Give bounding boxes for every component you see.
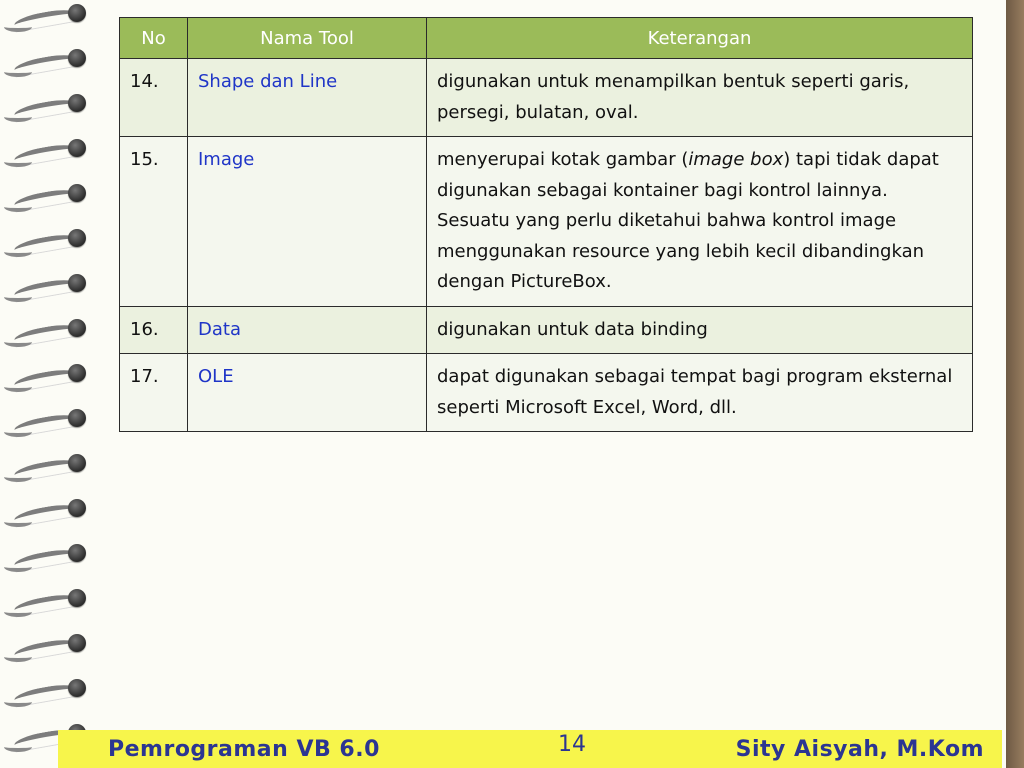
- row-number: 14.: [120, 59, 188, 137]
- footer-bar: [58, 730, 1002, 768]
- spiral-ring: [0, 311, 110, 355]
- row-number: 16.: [120, 306, 188, 354]
- spiral-ring: [0, 491, 110, 535]
- spiral-ring: [0, 581, 110, 625]
- spiral-ring: [0, 176, 110, 220]
- tool-name: OLE: [188, 354, 427, 432]
- spiral-binding-icon: [0, 0, 110, 768]
- header-description: Keterangan: [427, 18, 973, 59]
- tool-description: [427, 137, 973, 307]
- tool-name: Data: [188, 306, 427, 354]
- description-text: digunakan untuk data binding: [437, 318, 708, 340]
- spiral-ring: [0, 41, 110, 85]
- header-tool-name: Nama Tool: [188, 18, 427, 59]
- description-emphasis: image box: [688, 149, 784, 170]
- spiral-ring: [0, 0, 110, 40]
- course-title: Pemrograman VB 6.0: [108, 737, 380, 762]
- spiral-ring: [0, 356, 110, 400]
- header-no: No: [120, 18, 188, 59]
- description-text: digunakan untuk menampilkan bentuk seperti garis, persegi, bulatan, oval.: [437, 71, 910, 123]
- table-row: [120, 59, 973, 137]
- description-text: menyerupai kotak gambar (: [437, 149, 689, 170]
- spiral-ring: [0, 536, 110, 580]
- spiral-ring: [0, 266, 110, 310]
- table-header-row: [120, 18, 973, 59]
- page-number: 14: [558, 732, 586, 757]
- tools-table: [119, 17, 973, 432]
- table-row: [120, 137, 973, 307]
- tool-name: Shape dan Line: [188, 59, 427, 137]
- spiral-ring: [0, 446, 110, 490]
- description-text: dapat digunakan sebagai tempat bagi program eksternal seperti Microsoft Excel, Word, dll.: [437, 366, 953, 418]
- author-name: Sity Aisyah, M.Kom: [735, 737, 984, 762]
- tool-name: Image: [188, 137, 427, 307]
- tool-description: [427, 306, 973, 354]
- description-text-continued: ) tapi tidak dapat digunakan sebagai kontainer bagi kontrol lainnya. Sesuatu yang perlu diketahui bahwa kontrol image menggunakan resource yang lebih kecil dibandingkan dengan PictureBox.: [437, 149, 939, 292]
- spiral-ring: [0, 221, 110, 265]
- row-number: 17.: [120, 354, 188, 432]
- tool-description: [427, 354, 973, 432]
- table-row: [120, 354, 973, 432]
- table-row: [120, 306, 973, 354]
- spiral-ring: [0, 671, 110, 715]
- tool-description: [427, 59, 973, 137]
- spiral-ring: [0, 86, 110, 130]
- page-edge: [1006, 0, 1024, 768]
- spiral-ring: [0, 131, 110, 175]
- spiral-ring: [0, 401, 110, 445]
- spiral-ring: [0, 626, 110, 670]
- row-number: 15.: [120, 137, 188, 307]
